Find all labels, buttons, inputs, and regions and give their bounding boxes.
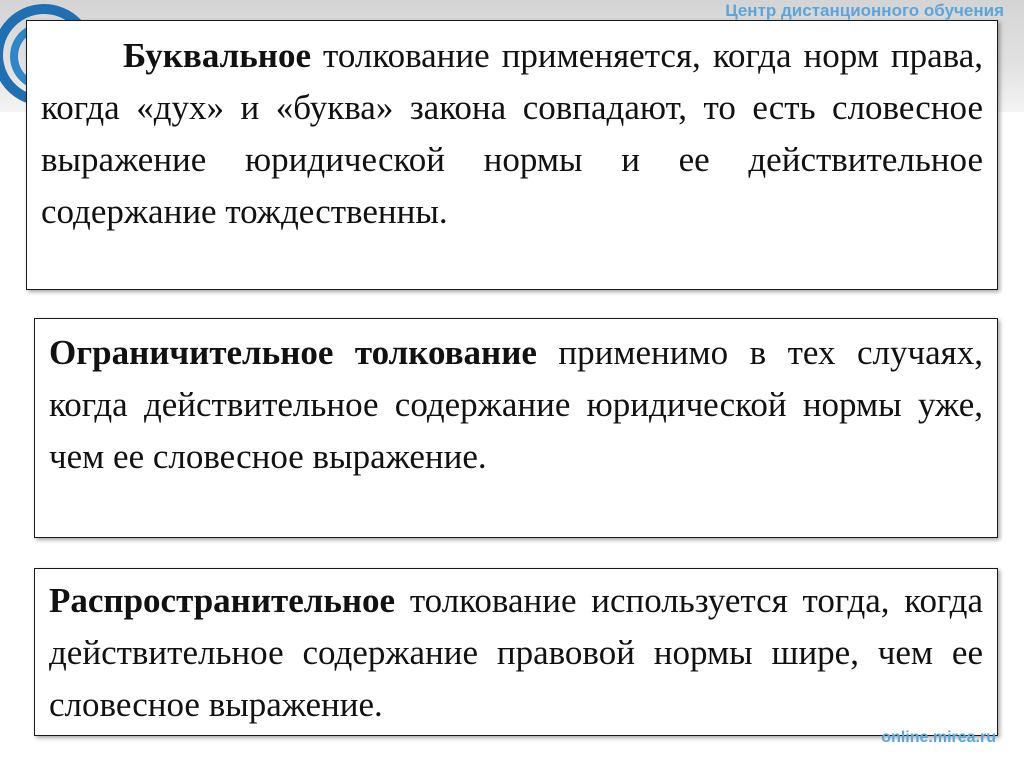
definition-literal: толкование применяется, когда норм права, когда «дух» и «буква» закона совпадают, то есть словесное выражение юридической нормы и ее действительное содержание тождественны. [41, 36, 983, 231]
term-literal: Буквальное [123, 36, 311, 75]
definition-restrictive: применимо в тех случаях, когда действительное содержание юридической нормы уже, чем ее словесное выражение. [49, 333, 983, 476]
literal-interpretation-block [26, 20, 998, 290]
org-title: Центр дистанционного обучения [725, 1, 1004, 20]
term-extensive: Распространительное [49, 581, 396, 620]
definition-extensive: толкование используется тогда, когда действительное содержание правовой нормы шире, чем ее словесное выражение. [49, 581, 983, 724]
footer-url[interactable]: online.mirea.ru [881, 729, 996, 746]
extensive-interpretation-block [34, 568, 998, 736]
term-restrictive: Ограничительное толкование [49, 333, 537, 372]
restrictive-interpretation-block [34, 318, 998, 538]
